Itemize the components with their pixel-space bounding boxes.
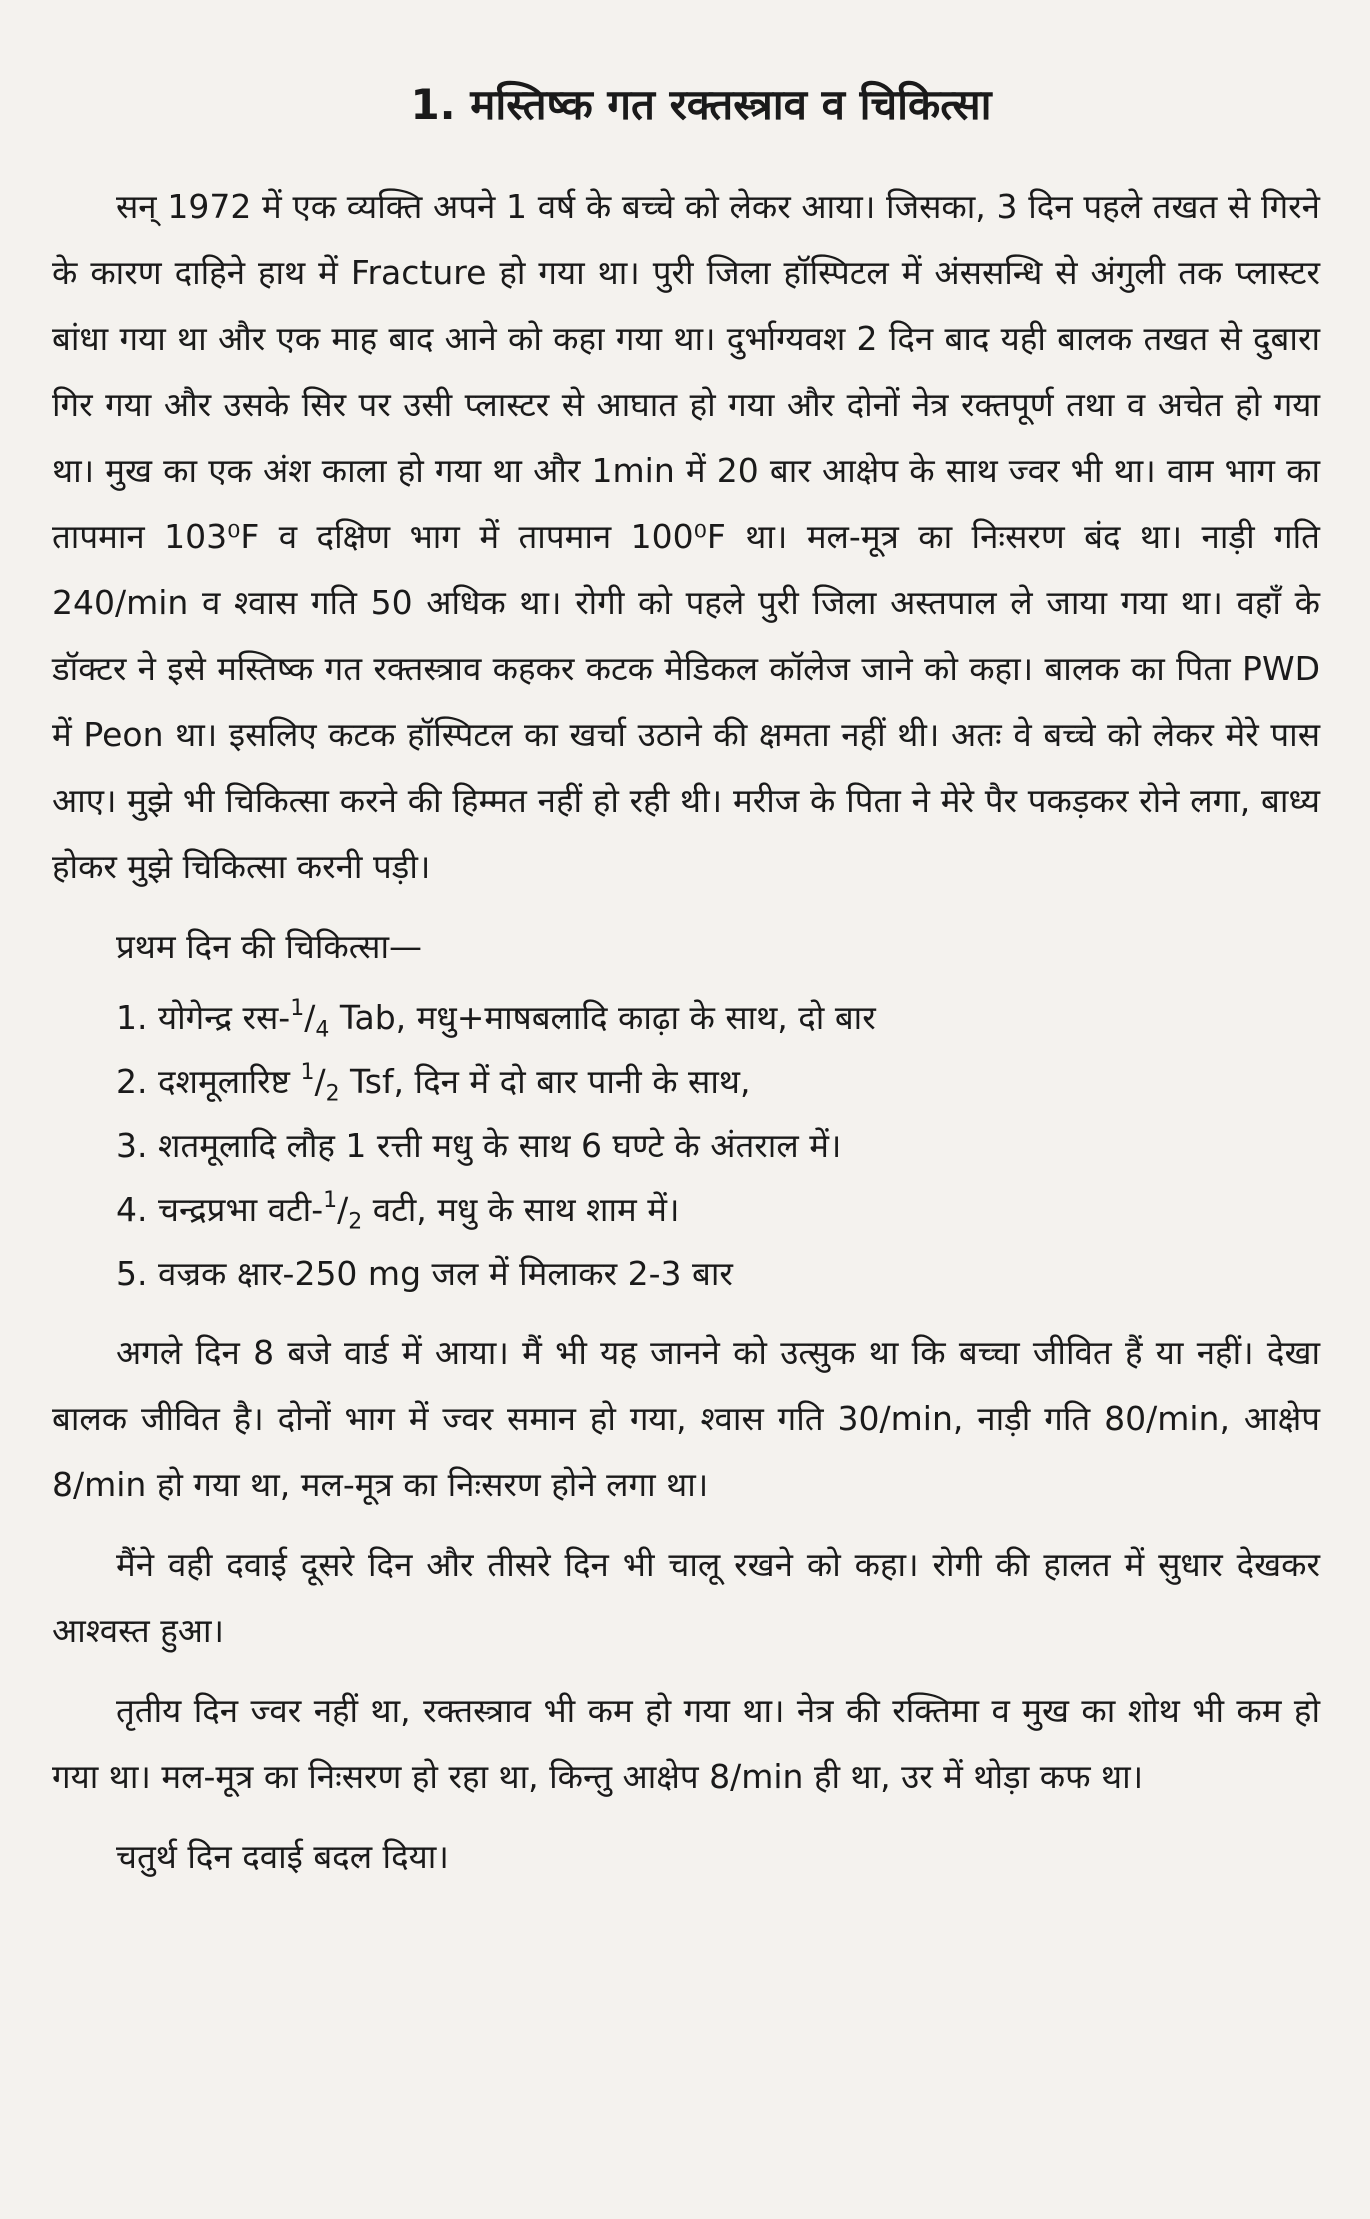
case-paragraph: सन् 1972 में एक व्यक्ति अपने 1 वर्ष के बच्चे को लेकर आया। जिसका, 3 दिन पहले तखत से गिरने के कारण दाहिने हाथ में Fracture हो गया था। पुरी जिला हॉस्पिटल में अंससन्धि से अंगुली तक प्लास्टर बांधा गया था और एक माह बाद आने को कहा गया था। दुर्भाग्यवश 2 दिन बाद यही बालक तखत से दुबारा गिर गया और उसके सिर पर उसी प्लास्टर से आघात हो गया और दोनों नेत्र रक्तपूर्ण तथा व अचेत हो गया था। मुख का एक अंश काला हो गया था और 1min में 20 बार आक्षेप के साथ ज्वर भी था। वाम भाग का तापमान 103⁰F व दक्षिण भाग में तापमान 100⁰F था। मल-मूत्र का निःसरण बंद था। नाड़ी गति 240/min व श्वास गति 50 अधिक था। रोगी को पहले पुरी जिला अस्तपाल ले जाया गया था। वहाँ के डॉक्टर ने इसे मस्तिष्क गत रक्तस्त्राव कहकर कटक मेडिकल कॉलेज जाने को कहा। बालक का पिता PWD में Peon था। इसलिए कटक हॉस्पिटल का खर्चा उठाने की क्षमता नहीं थी। अतः वे बच्चे को लेकर मेरे पास आए। मुझे भी चिकित्सा करने की हिम्मत नहीं हो रही थी। मरीज के पिता ने मेरे पैर पकड़कर रोने लगा, बाध्य होकर मुझे चिकित्सा करनी पड़ी। (52, 187, 1320, 887)
prescription-list (52, 986, 1320, 1306)
prescription-item: 2. दशमूलारिष्ट $^1/_2$ Tsf, दिन में दो बार पानी के साथ, (116, 1060, 751, 1107)
fourth-day-paragraph: चतुर्थ दिन दवाई बदल दिया। (116, 1837, 449, 1877)
third-day-paragraph: तृतीय दिन ज्वर नहीं था, रक्तस्त्राव भी कम हो गया था। नेत्र की रक्तिमा व मुख का शोथ भी कम हो गया था। मल-मूत्र का निःसरण हो रहा था, किन्तु आक्षेप 8/min ही था, उर में थोड़ा कफ था। (52, 1691, 1320, 1797)
second-day-paragraph: मैंने वही दवाई दूसरे दिन और तीसरे दिन भी चालू रखने को कहा। रोगी की हालत में सुधार देखकर आश्वस्त हुआ। (52, 1545, 1320, 1651)
prescription-item: 4. चन्द्रप्रभा $वटी-^1/_2$ वटी, मधु के साथ शाम में। (116, 1188, 680, 1235)
prescription-item: 5. वज्रक क्षार-250 mg जल में मिलाकर 2-3 बार (116, 1254, 733, 1294)
chapter-title: 1. मस्तिष्क गत रक्तस्त्राव व चिकित्सा (410, 80, 992, 129)
prescription-item: 1. योगेन्द्र $रस-^1/_4$ Tab, मधु+माषबलादि काढ़ा के साथ, दो बार (116, 996, 876, 1043)
day1-heading: प्रथम दिन की चिकित्सा— (116, 927, 423, 967)
next-day-paragraph: अगले दिन 8 बजे वार्ड में आया। मैं भी यह जानने को उत्सुक था कि बच्चा जीवित हैं या नहीं। देखा बालक जीवित है। दोनों भाग में ज्वर समान हो गया, श्वास गति 30/min, नाड़ी गति 80/min, आक्षेप 8/min हो गया था, मल-मूत्र का निःसरण होने लगा था। (52, 1333, 1320, 1505)
prescription-item: 3. शतमूलादि लौह 1 रत्ती मधु के साथ 6 घण्टे के अंतराल में। (116, 1126, 842, 1166)
